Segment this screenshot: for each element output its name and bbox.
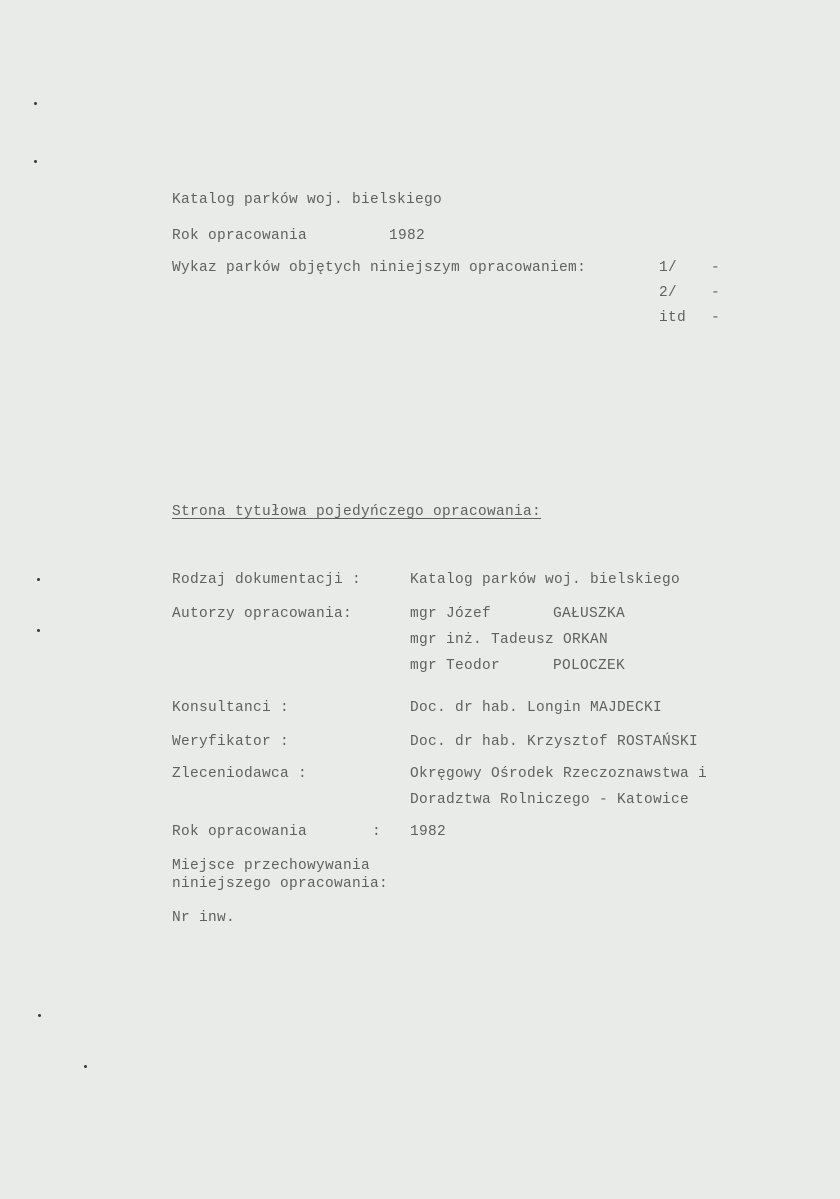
- author-3-surname: POLOCZEK: [553, 658, 626, 674]
- consultants-label: Konsultanci :: [172, 700, 290, 716]
- margin-speck: [37, 578, 40, 581]
- parks-list-dash-3: -: [711, 310, 721, 326]
- parks-list-num-3: itd: [659, 310, 687, 326]
- doc-type-value: Katalog parków woj. bielskiego: [410, 572, 681, 588]
- author-1-title: mgr Józef: [410, 606, 492, 622]
- consultants-value: Doc. dr hab. Longin MAJDECKI: [410, 700, 663, 716]
- client-label: Zleceniodawca :: [172, 766, 308, 782]
- margin-speck: [84, 1065, 87, 1068]
- section-title: Strona tytułowa pojedyńczego opracowania:: [172, 504, 542, 520]
- margin-speck: [34, 160, 37, 163]
- author-1-surname: GAŁUSZKA: [553, 606, 626, 622]
- prep-year-label: Rok opracowania: [172, 824, 308, 840]
- verifier-label: Weryfikator :: [172, 734, 290, 750]
- author-2: mgr inż. Tadeusz ORKAN: [410, 632, 609, 648]
- prep-year-value: 1982: [410, 824, 447, 840]
- parks-list-label: Wykaz parków objętych niniejszym opracowaniem:: [172, 260, 587, 276]
- client-value-line1: Okręgowy Ośrodek Rzeczoznawstwa i: [410, 766, 708, 782]
- verifier-value: Doc. dr hab. Krzysztof ROSTAŃSKI: [410, 734, 699, 750]
- catalog-title: Katalog parków woj. bielskiego: [172, 192, 443, 208]
- author-3-title: mgr Teodor: [410, 658, 501, 674]
- storage-location-line1: Miejsce przechowywania: [172, 858, 371, 874]
- parks-list-dash-2: -: [711, 285, 721, 301]
- doc-type-label: Rodzaj dokumentacji :: [172, 572, 362, 588]
- prep-year-colon: :: [372, 824, 382, 840]
- client-value-line2: Doradztwa Rolniczego - Katowice: [410, 792, 690, 808]
- year-value: 1982: [389, 228, 426, 244]
- parks-list-dash-1: -: [711, 260, 721, 276]
- parks-list-num-1: 1/: [659, 260, 678, 276]
- inventory-number-label: Nr inw.: [172, 910, 236, 926]
- parks-list-num-2: 2/: [659, 285, 678, 301]
- margin-speck: [38, 1014, 41, 1017]
- storage-location-line2: niniejszego opracowania:: [172, 876, 389, 892]
- authors-label: Autorzy opracowania:: [172, 606, 353, 622]
- margin-speck: [37, 629, 40, 632]
- year-label: Rok opracowania: [172, 228, 308, 244]
- margin-speck: [34, 102, 37, 105]
